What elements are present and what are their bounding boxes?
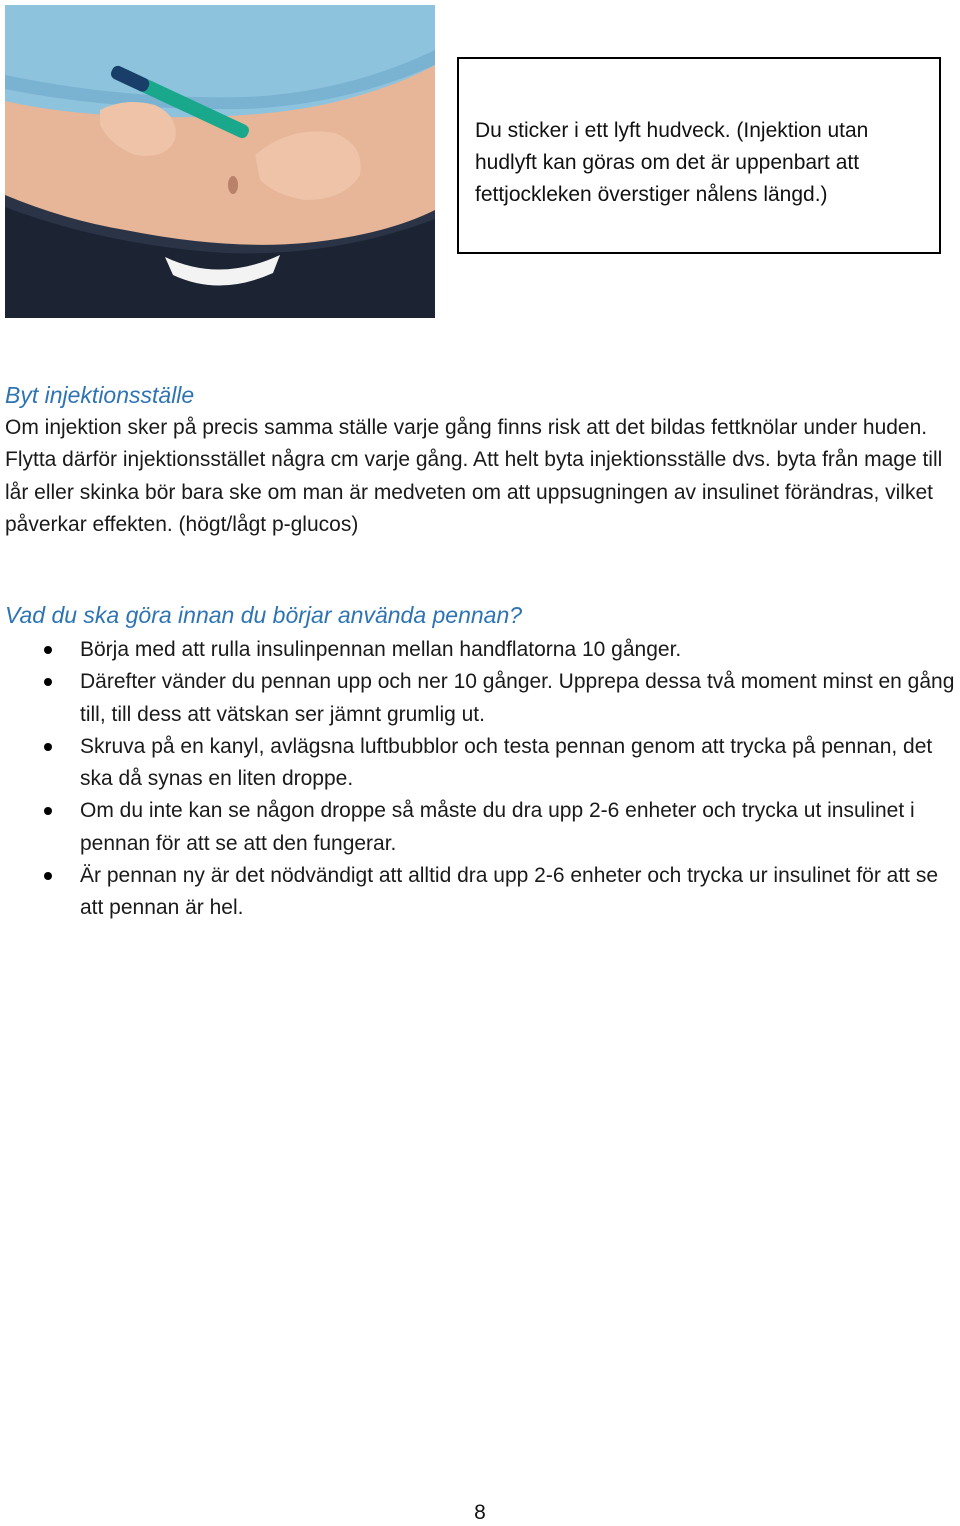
list-item bbox=[0, 731, 960, 796]
section-heading-before-use: Vad du ska göra innan du börjar använda pennan? bbox=[5, 602, 523, 628]
list-item-text: Om du inte kan se någon droppe så måste du dra upp 2-6 enheter och trycka ut insulinet i pennan för att se att den fungerar. bbox=[80, 799, 915, 855]
instruction-list bbox=[0, 634, 960, 925]
list-item-text: Börja med att rulla insulinpennan mellan handflatorna 10 gånger. bbox=[80, 638, 682, 661]
list-item bbox=[0, 860, 960, 925]
caption-box bbox=[457, 57, 941, 254]
list-item bbox=[0, 634, 960, 666]
caption-text: Du sticker i ett lyft hudveck. (Injektion utan hudlyft kan göras om det är uppenbart att fettjockleken överstiger nålens längd.) bbox=[475, 119, 869, 206]
bullet-icon bbox=[44, 743, 52, 751]
section-body-change-site: Om injektion sker på precis samma ställe varje gång finns risk att det bildas fettknölar under huden. Flytta därför injektionsstället några cm varje gång. Att helt byta injektionsställe dvs. byta från mage till lår eller skinka bör bara ske om man är medveten om att uppsugningen av insulinet förändras, vilket påverkar effekten. (högt/lågt p-glucos) bbox=[5, 416, 943, 536]
list-item bbox=[0, 666, 960, 731]
list-item-text: Är pennan ny är det nödvändigt att alltid dra upp 2-6 enheter och trycka ur insulinet för att se att pennan är hel. bbox=[80, 864, 939, 920]
bullet-icon bbox=[44, 646, 52, 654]
list-item-text: Skruva på en kanyl, avlägsna luftbubblor och testa pennan genom att trycka på pennan, det ska då synas en liten droppe. bbox=[80, 734, 933, 791]
section-heading-change-site: Byt injektionsställe bbox=[5, 382, 195, 408]
list-item-text: Därefter vänder du pennan upp och ner 10 gånger. Upprepa dessa två moment minst en gång till, till dess att vätskan ser jämnt grumlig ut. bbox=[80, 670, 955, 726]
injection-photo-illustration bbox=[5, 5, 435, 318]
list-item bbox=[0, 795, 960, 860]
bullet-icon bbox=[44, 678, 52, 686]
bullet-icon bbox=[44, 872, 52, 880]
injection-photo bbox=[5, 5, 435, 318]
bullet-icon bbox=[44, 807, 52, 815]
page-number: 8 bbox=[474, 1501, 486, 1524]
